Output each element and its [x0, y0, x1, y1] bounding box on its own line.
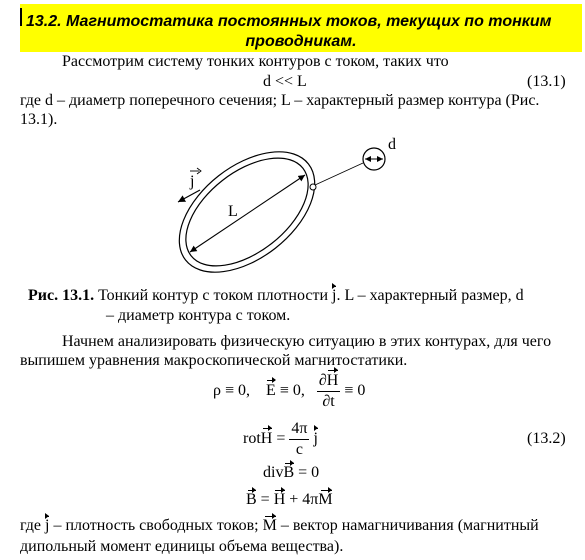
para2-line1: Начнем анализировать физическую ситуацию в этих контурах, для чего	[62, 333, 552, 350]
eq1-e-rest: ≡ 0,	[279, 382, 305, 400]
eq1-fraction	[317, 371, 340, 412]
label-d: d	[388, 136, 396, 153]
eq2-fraction	[289, 419, 309, 460]
eq1-num-H: H	[326, 372, 339, 389]
caption-j: j	[332, 287, 337, 304]
footer-b: – плотность свободных токов;	[49, 517, 263, 534]
eq-13-1: d << L	[263, 73, 307, 90]
eq3-div: div	[263, 464, 284, 481]
eq4-B: B	[246, 491, 257, 508]
figure-caption	[28, 287, 524, 305]
eq4-M: M	[318, 491, 333, 508]
section-heading	[20, 4, 582, 52]
eq2-j: j	[313, 430, 318, 448]
eq2-den: c	[295, 441, 303, 458]
caption-line2: – диаметр контура с током.	[106, 307, 291, 324]
para2-line2: выпишем уравнения макроскопической магнитостатики.	[20, 352, 408, 369]
eq-rot-H	[243, 419, 318, 460]
eq3-B: B	[283, 464, 295, 481]
size-arrow-L	[190, 175, 305, 252]
leader-line	[315, 163, 363, 185]
label-j: j	[190, 173, 195, 190]
footer-line2: дипольный момент единицы объема вещества).	[20, 538, 344, 555]
caption-text-b: . L – характерный размер, d	[336, 287, 524, 304]
eq-static-conditions	[213, 371, 365, 412]
eq4-eq: =	[260, 491, 270, 508]
eq-13-1-number: (13.1)	[527, 73, 566, 90]
footer-c: – вектор намагничивания (магнитный	[276, 517, 539, 534]
label-L: L	[228, 203, 238, 220]
footer-j: j	[45, 517, 50, 534]
eq1-den: ∂t	[322, 393, 335, 410]
footer-M: M	[262, 517, 277, 534]
footer-line1	[20, 517, 539, 535]
eq-div-B	[263, 464, 319, 482]
heading-line-2: проводникам.	[245, 33, 357, 50]
para1-intro: Рассмотрим систему тонких контуров с током, таких что	[62, 53, 449, 70]
figure-thin-contour	[160, 130, 420, 280]
eq2-rot: rot	[243, 430, 261, 448]
eq4-H: H	[273, 491, 286, 508]
eq1-E: E	[266, 382, 276, 400]
footer-a: где	[20, 517, 46, 534]
eq3-tail: = 0	[298, 464, 320, 481]
eq2-num: 4π	[289, 419, 309, 440]
eq2-eq: =	[276, 430, 286, 448]
eq1-tail: ≡ 0	[344, 382, 366, 400]
eq-13-2-number: (13.2)	[527, 430, 566, 447]
eq1-rho: ρ ≡ 0,	[213, 382, 251, 400]
text-cursor	[20, 8, 22, 26]
caption-label: Рис. 13.1.	[28, 287, 95, 304]
heading-line-1: 13.2. Магнитостатика постоянных токов, текущих по тонким	[26, 13, 552, 30]
para1-line3: 13.1).	[20, 111, 58, 128]
eq2-H: H	[260, 430, 273, 448]
caption-text-a: Тонкий контур с током плотности	[94, 287, 333, 304]
eq4-plus: + 4π	[289, 491, 319, 508]
eq-B-H-M	[246, 491, 333, 509]
para1-line2: где d – диаметр поперечного сечения; L – характерный размер контура (Рис.	[20, 92, 540, 109]
eq1-num-d: ∂	[318, 372, 327, 389]
current-arrow	[178, 190, 200, 202]
